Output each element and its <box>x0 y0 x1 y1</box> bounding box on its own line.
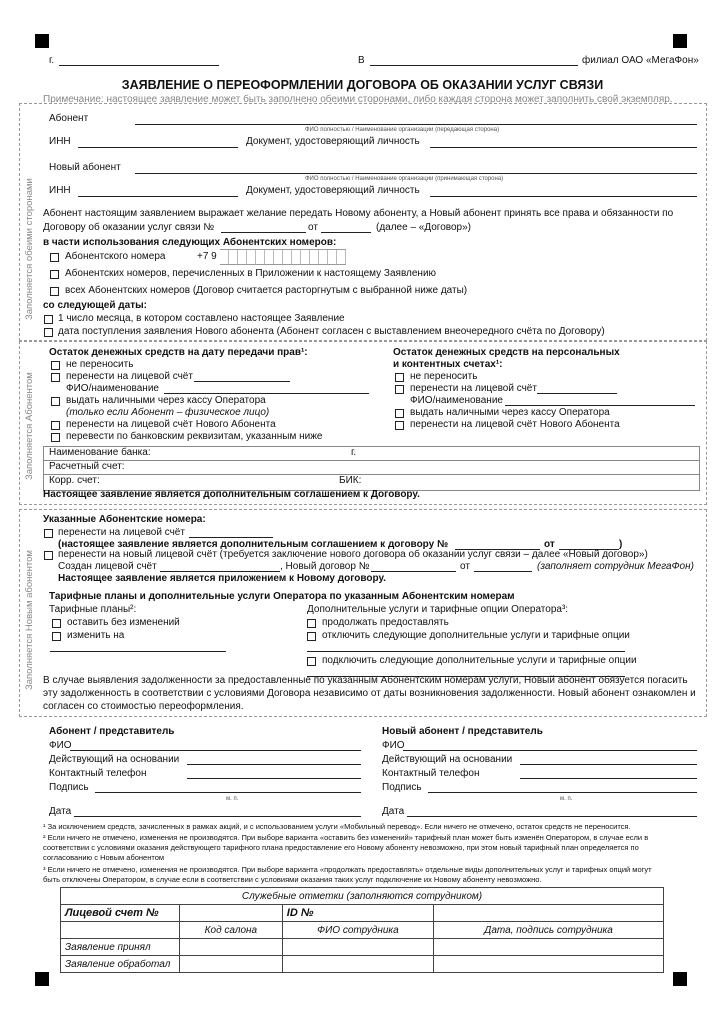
footnote: согласованию с Новым абонентом <box>43 853 165 862</box>
new-subscriber-field[interactable] <box>135 173 697 174</box>
option-label: изменить на <box>67 630 125 641</box>
created-label: , Новый договор № <box>280 561 370 572</box>
fio-label: ФИО <box>382 740 405 751</box>
checkbox[interactable] <box>52 619 61 628</box>
checkbox[interactable] <box>52 632 61 641</box>
fio-field[interactable] <box>403 750 697 751</box>
subscriber-label: Абонент <box>49 113 89 124</box>
debt-text: эту задолженность в соответствии с условиями Договора независимо от даты возникновения задолженности. Новый абонент ознакомлен и <box>43 688 696 699</box>
branch-field[interactable] <box>370 65 578 66</box>
date-sign-header: Дата, подпись сотрудника <box>434 922 664 939</box>
name-field[interactable] <box>505 405 695 406</box>
registration-mark <box>673 34 687 48</box>
right-heading: и контентных счетах¹: <box>393 359 503 370</box>
bank-name-label: Наименование банка: <box>49 447 151 458</box>
option-label: подключить следующие дополнительные услуги и тарифные опции <box>322 655 637 666</box>
date-sign-cell[interactable] <box>434 956 664 973</box>
checkbox[interactable] <box>50 270 59 279</box>
option-label: Абонентских номеров, перечисленных в Приложении к настоящему Заявлению <box>65 268 437 279</box>
debt-text: В случае выявления задолженности за предоставленные по указанным Абонентским номерам услуги, Новый абонент обязуется погасить <box>43 675 688 686</box>
intent-text: Договору об оказании услуг связи № <box>43 222 215 233</box>
salon-cell[interactable] <box>180 939 283 956</box>
checkbox[interactable] <box>50 253 59 262</box>
extra-services-label: Дополнительные услуги и тарифные опции Оператора³: <box>307 604 569 615</box>
option-label: 1 число месяца, в котором составлено настоящее Заявление <box>58 313 345 324</box>
option-label: продолжать предоставлять <box>322 617 449 628</box>
city-field[interactable] <box>59 65 219 66</box>
option-label: дата поступления заявления Нового абонента (Абонент согласен с выставлением внеочередного счёта по Договору) <box>58 326 605 337</box>
checkbox[interactable] <box>50 287 59 296</box>
option-note: (настоящее заявление является дополнительным соглашением к договору № <box>58 539 449 550</box>
footnote: ³ Если ничего не отмечено, изменения не производятся. При выборе варианта «продолжать предоставлять» отдельные виды дополнительных услуг и тарифных опций могут <box>43 865 652 874</box>
date-sign-cell[interactable] <box>434 939 664 956</box>
checkbox[interactable] <box>44 328 53 337</box>
checkbox[interactable] <box>395 385 404 394</box>
phone-label: Контактный телефон <box>382 768 480 779</box>
option-note: от <box>544 539 555 550</box>
checkbox[interactable] <box>307 619 316 628</box>
footnote: ¹ За исключением средств, зачисленных в рамках акций, и с использованием услуги «Мобильный перевод». Если ничего не отмечено, остаток средств не переносится. <box>43 822 631 831</box>
option-label: ФИО/наименование <box>410 395 503 406</box>
checkbox[interactable] <box>395 409 404 418</box>
id-label: ID № <box>282 905 433 922</box>
inn-label: ИНН <box>49 185 71 196</box>
date-label: Дата <box>49 806 72 817</box>
phone-field[interactable] <box>187 778 361 779</box>
basis-field[interactable] <box>187 764 361 765</box>
option-label: не переносить <box>410 371 478 382</box>
account-field[interactable] <box>189 537 273 538</box>
option-label: оставить без изменений <box>67 617 180 628</box>
sign-field[interactable] <box>95 792 361 793</box>
sign-field[interactable] <box>428 792 697 793</box>
supplement-note: Настоящее заявление является дополнительным соглашением к Договору. <box>43 489 420 500</box>
checkbox[interactable] <box>44 551 53 560</box>
fio-field[interactable] <box>70 750 361 751</box>
employee-cell[interactable] <box>282 956 433 973</box>
checkbox[interactable] <box>307 632 316 641</box>
footnote: соответствии с условиями оказания действующего тарифного плана предоставление его Новому абоненту невозможно, при этом новый тарифный план определяется по <box>43 843 639 852</box>
employee-header: ФИО сотрудника <box>282 922 433 939</box>
stamp-label: м. п. <box>226 796 239 802</box>
created-label: от <box>460 561 470 572</box>
checkbox[interactable] <box>51 421 60 430</box>
side-label: Заполняется обеими сторонами <box>24 178 35 320</box>
created-note: (заполняет сотрудник МегаФон) <box>537 561 694 572</box>
hint: ФИО полностью / Наименование организации (принимающая сторона) <box>305 176 504 182</box>
left-heading: Остаток денежных средств на дату передачи прав¹: <box>49 347 308 358</box>
right-signature-title: Новый абонент / представитель <box>382 726 543 737</box>
checkbox[interactable] <box>395 421 404 430</box>
services-field[interactable] <box>307 651 625 652</box>
checkbox[interactable] <box>395 373 404 382</box>
option-label: перенести на лицевой счёт Нового Абонента <box>66 419 276 430</box>
city-label: г. <box>49 55 55 66</box>
subscriber-field[interactable] <box>135 124 697 125</box>
id-doc-field[interactable] <box>430 196 697 197</box>
divider <box>43 474 699 475</box>
contract-date-field[interactable] <box>321 232 371 233</box>
bik-label: БИК: <box>339 475 362 486</box>
option-label: Абонентского номера <box>65 251 166 262</box>
date-heading: со следующей даты: <box>43 300 147 311</box>
created-account-field[interactable] <box>160 571 280 572</box>
checkbox[interactable] <box>44 529 53 538</box>
id-doc-label: Документ, удостоверяющий личность <box>246 136 420 147</box>
numbers-heading: Указанные Абонентские номера: <box>43 514 206 525</box>
fio-label: ФИО <box>49 740 72 751</box>
checkbox[interactable] <box>51 373 60 382</box>
option-note: ) <box>619 539 623 550</box>
service-table <box>60 887 664 973</box>
option-label: выдать наличными через кассу Оператора <box>410 407 610 418</box>
debt-text: согласен со стоимостью переоформления. <box>43 701 244 712</box>
salon-cell[interactable] <box>180 956 283 973</box>
accepted-label: Заявление принял <box>61 939 180 956</box>
id-doc-label: Документ, удостоверяющий личность <box>246 185 420 196</box>
account-label: Лицевой счет № <box>61 905 180 922</box>
hint: ФИО полностью / Наименование организации (передающая сторона) <box>305 127 500 133</box>
account-cells[interactable] <box>180 905 283 922</box>
in-label: В <box>358 55 365 66</box>
inn-field[interactable] <box>78 196 238 197</box>
option-label: не переносить <box>66 359 134 370</box>
page-title: ЗАЯВЛЕНИЕ О ПЕРЕОФОРМЛЕНИИ ДОГОВОРА ОБ ОКАЗАНИИ УСЛУГ СВЯЗИ <box>121 78 604 92</box>
option-label: перевести по банковским реквизитам, указанным ниже <box>66 431 323 442</box>
inn-field[interactable] <box>78 147 238 148</box>
option-label: перенести на лицевой счёт <box>58 527 185 538</box>
id-cells[interactable] <box>434 905 664 922</box>
option-note: (только если Абонент – физическое лицо) <box>66 407 270 418</box>
account-field[interactable] <box>194 381 290 382</box>
name-field[interactable] <box>164 393 369 394</box>
phone-number-cells[interactable] <box>220 249 346 265</box>
intent-text: Абонент настоящим заявлением выражает желание передать Новому абоненту, а Новый абонент принять все права и обязанности по <box>43 208 674 219</box>
sign-label: Подпись <box>382 782 422 793</box>
id-doc-field[interactable] <box>430 147 697 148</box>
footnote: быть отключены Оператором, в случае если в соответствии с условиями оказания таких услуг подключение их Новому абоненту невозможно. <box>43 875 542 884</box>
option-label: всех Абонентских номеров (Договор считается расторгнутым с выбранной ниже даты) <box>65 285 468 296</box>
registration-mark <box>35 34 49 48</box>
branch-label: филиал ОАО «МегаФон» <box>582 55 699 66</box>
registration-mark <box>673 972 687 986</box>
inn-label: ИНН <box>49 136 71 147</box>
checkbox[interactable] <box>51 361 60 370</box>
option-label: перенести на лицевой счёт <box>410 383 537 394</box>
date-field[interactable] <box>407 816 697 817</box>
stamp-label: м. п. <box>560 796 573 802</box>
numbers-heading: в части использования следующих Абонентских номеров: <box>43 237 337 248</box>
registration-mark <box>35 972 49 986</box>
intent-text: от <box>308 222 318 233</box>
phone-prefix: +7 9 <box>197 251 217 262</box>
salon-header: Код салона <box>180 922 283 939</box>
new-contract-date-field[interactable] <box>474 571 532 572</box>
checkbox[interactable] <box>51 433 60 442</box>
account-field[interactable] <box>537 393 617 394</box>
option-label: ФИО/наименование <box>66 383 159 394</box>
basis-field[interactable] <box>520 764 697 765</box>
option-label: перенести на лицевой счёт Нового Абонента <box>410 419 620 430</box>
option-label: перенести на лицевой счёт <box>66 371 193 382</box>
new-contract-field[interactable] <box>371 571 456 572</box>
employee-cell[interactable] <box>282 939 433 956</box>
intent-text: (далее – «Договор») <box>376 222 472 233</box>
settlement-label: Расчетный счет: <box>49 461 125 472</box>
right-heading: Остаток денежных средств на персональных <box>393 347 620 358</box>
tariff-plans-label: Тарифные планы²: <box>49 604 137 615</box>
corr-label: Корр. счет: <box>49 475 100 486</box>
new-subscriber-label: Новый абонент <box>49 162 121 173</box>
option-label: выдать наличными через кассу Оператора <box>66 395 266 406</box>
basis-label: Действующий на основании <box>382 754 513 765</box>
side-label: Заполняется Новым абонентом <box>24 550 35 690</box>
bank-city-label: г. <box>351 447 357 458</box>
left-signature-title: Абонент / представитель <box>49 726 175 737</box>
option-label: отключить следующие дополнительные услуги и тарифные опции <box>322 630 630 641</box>
service-title: Служебные отметки (заполняются сотрудником) <box>61 888 664 905</box>
tariff-heading: Тарифные планы и дополнительные услуги Оператора по указанным Абонентским номерам <box>49 591 515 602</box>
phone-label: Контактный телефон <box>49 768 147 779</box>
date-label: Дата <box>382 806 405 817</box>
side-label: Заполняется Абонентом <box>24 372 35 480</box>
phone-field[interactable] <box>520 778 697 779</box>
divider <box>43 460 699 461</box>
date-field[interactable] <box>74 816 361 817</box>
created-label: Создан лицевой счёт <box>58 561 157 572</box>
option-label: перенести на новый лицевой счёт (требуется заключение нового договора об оказании услуг связи – далее «Новый договор») <box>58 549 648 560</box>
contract-number-field[interactable] <box>221 232 306 233</box>
tariff-field[interactable] <box>50 651 226 652</box>
appendix-note: Настоящее заявление является приложением к Новому договору. <box>58 573 386 584</box>
footnote: ² Если ничего не отмечено, изменения не производятся. При выборе варианта «оставить без изменений» тарифный план может быть изменён Оператором, в случае если в <box>43 833 649 842</box>
checkbox[interactable] <box>44 315 53 324</box>
checkbox[interactable] <box>307 657 316 666</box>
sign-label: Подпись <box>49 782 89 793</box>
blank-cell <box>61 922 180 939</box>
basis-label: Действующий на основании <box>49 754 180 765</box>
processed-label: Заявление обработал <box>61 956 180 973</box>
checkbox[interactable] <box>51 397 60 406</box>
note: Примечание: настоящее заявление может быть заполнено обеими сторонами, либо каждая сторона может заполнить свой экземпляр. <box>43 94 673 105</box>
